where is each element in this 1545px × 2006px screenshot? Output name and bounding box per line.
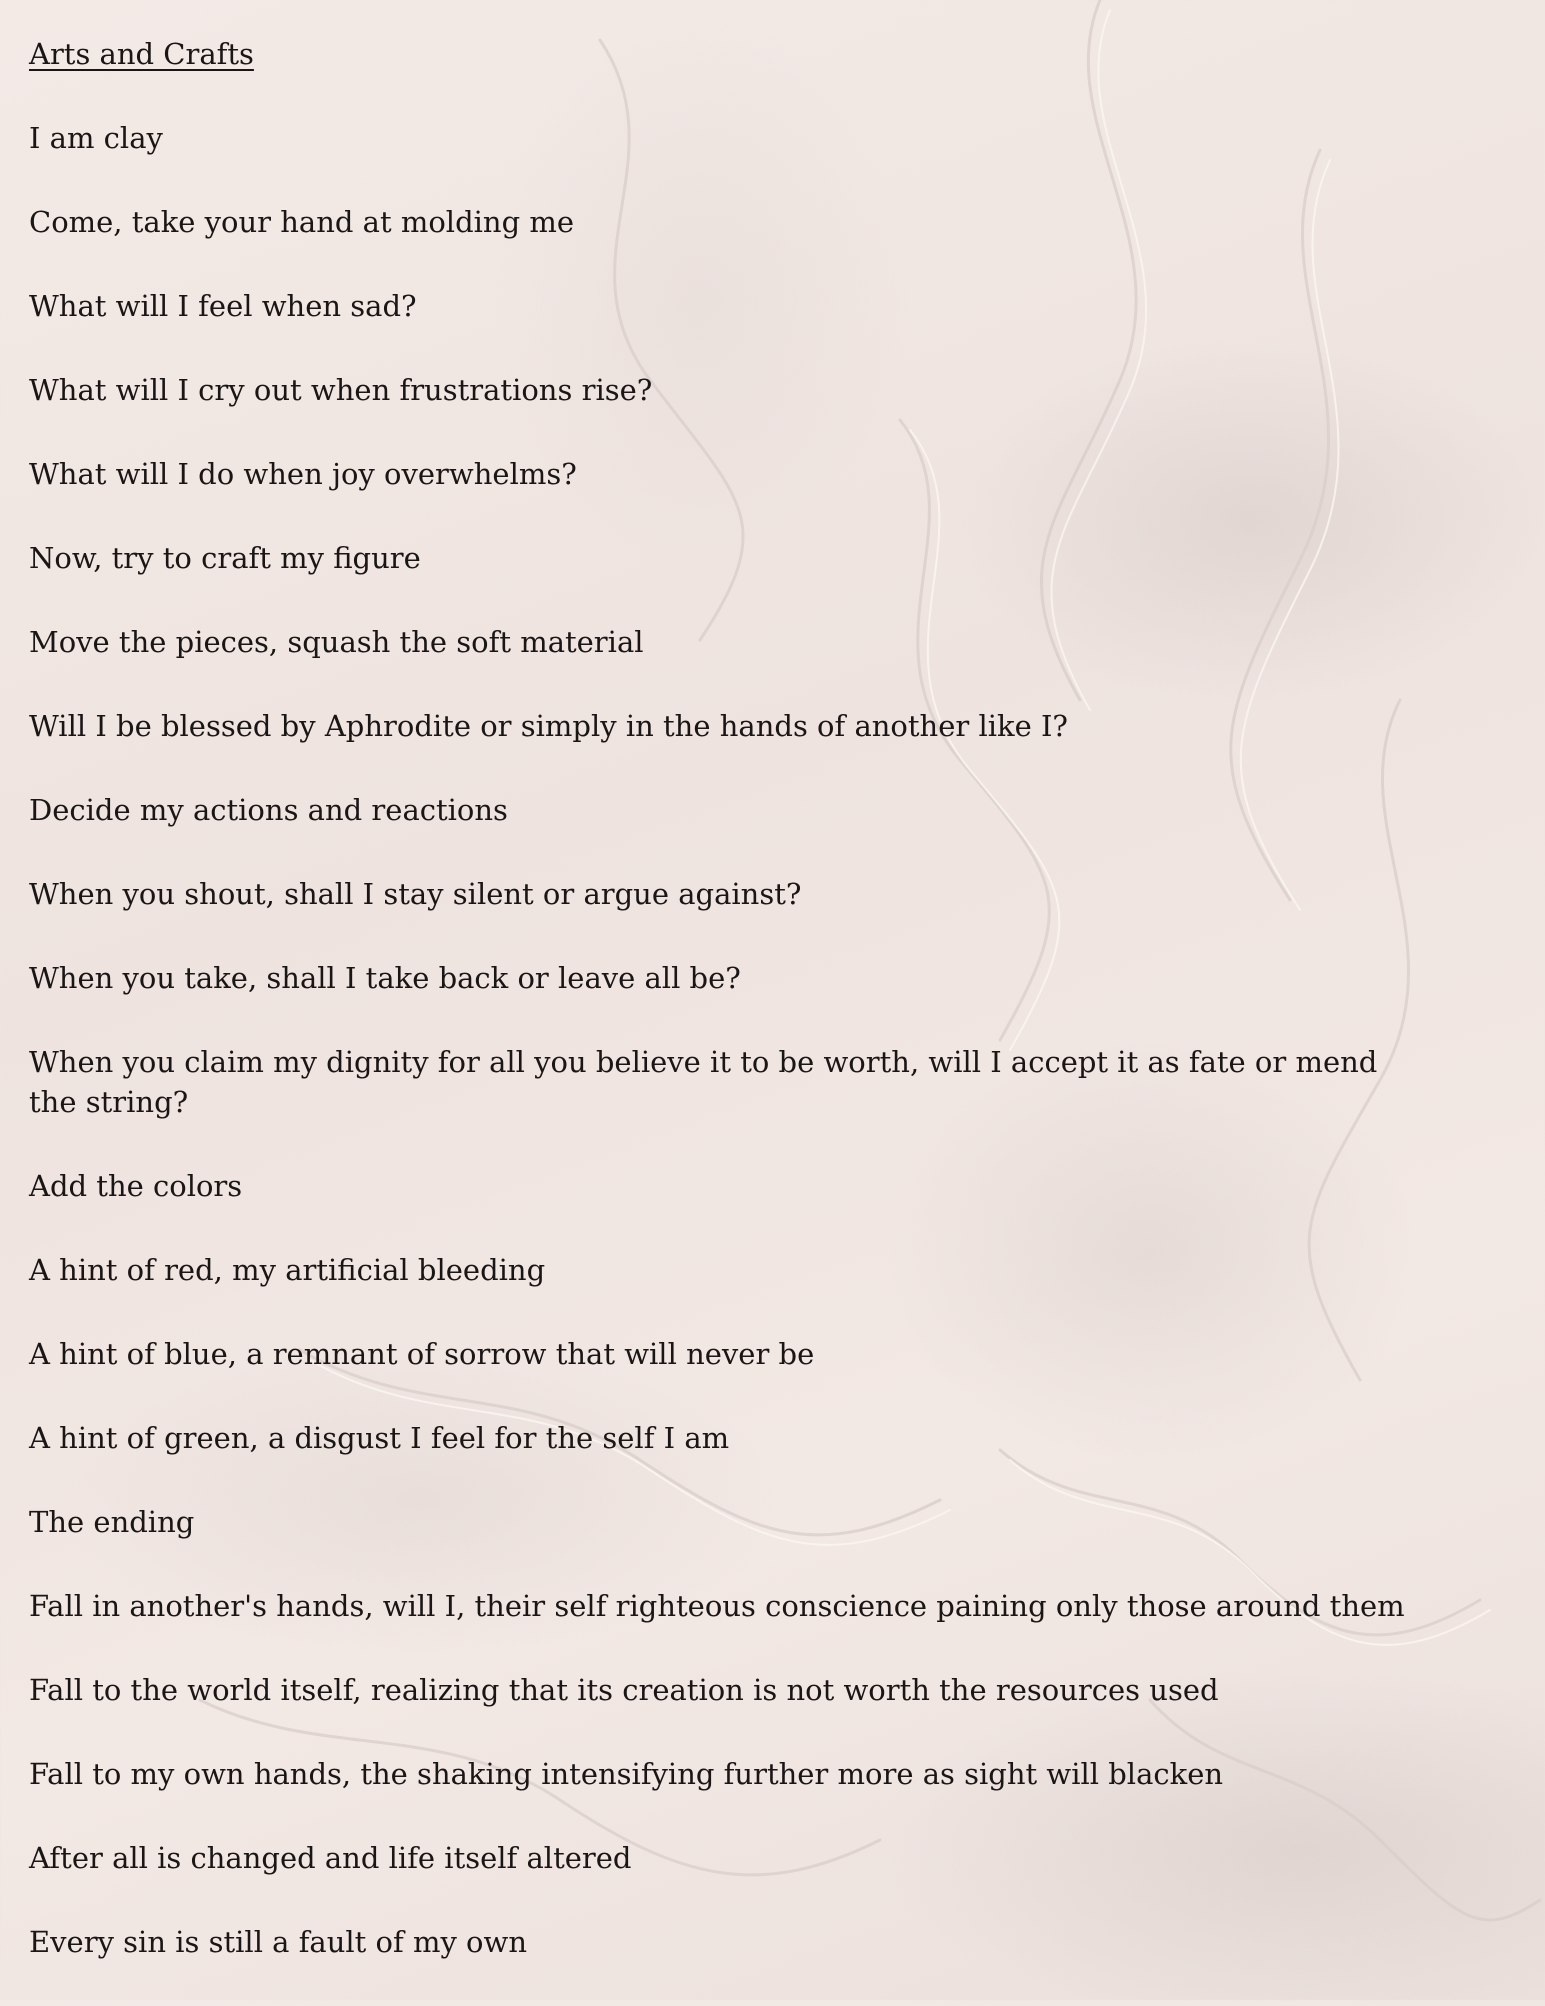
poem-title: Arts and Crafts xyxy=(29,37,254,71)
poem-line: After all is changed and life itself altered xyxy=(29,1841,632,1875)
poem-line: When you take, shall I take back or leave all be? xyxy=(29,961,741,995)
poem-line: Now, try to craft my figure xyxy=(29,541,421,575)
poem-line: Fall to my own hands, the shaking intensifying further more as sight will blacken xyxy=(29,1757,1224,1791)
poem-line: I am clay xyxy=(29,121,163,155)
poem-line: Come, take your hand at molding me xyxy=(29,205,575,239)
poem-line: What will I cry out when frustrations rise? xyxy=(29,373,653,407)
poem-line: When you claim my dignity for all you believe it to be worth, will I accept it as fate or mend the string? xyxy=(29,1045,1378,1119)
poem-line: Add the colors xyxy=(29,1169,243,1203)
poem-line: What will I feel when sad? xyxy=(29,289,417,323)
poem-line: The ending xyxy=(29,1505,195,1539)
poem-line: Fall in another's hands, will I, their self righteous conscience paining only those around them xyxy=(29,1589,1405,1623)
poem-line: A hint of blue, a remnant of sorrow that will never be xyxy=(29,1337,815,1371)
poem-line: Move the pieces, squash the soft material xyxy=(29,625,644,659)
poem-line: Every sin is still a fault of my own xyxy=(29,1925,528,1959)
poem xyxy=(29,34,1409,2006)
poem-line: What will I do when joy overwhelms? xyxy=(29,457,577,491)
poem-line: Decide my actions and reactions xyxy=(29,793,508,827)
poem-line: Fall to the world itself, realizing that its creation is not worth the resources used xyxy=(29,1673,1219,1707)
poem-line: A hint of red, my artificial bleeding xyxy=(29,1253,546,1287)
poem-line: When you shout, shall I stay silent or argue against? xyxy=(29,877,802,911)
poem-line: Will I be blessed by Aphrodite or simply in the hands of another like I? xyxy=(29,709,1068,743)
poem-line: A hint of green, a disgust I feel for the self I am xyxy=(29,1421,730,1455)
